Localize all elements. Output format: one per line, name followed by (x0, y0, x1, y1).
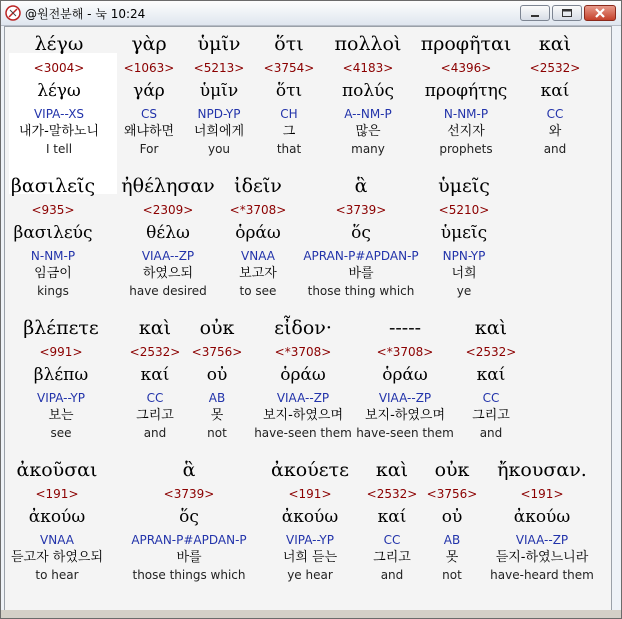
word-strong: <3756> (191, 345, 243, 359)
word-strong: <*3708> (274, 345, 332, 359)
interlinear-pane[interactable] (4, 26, 612, 611)
word-lemma: ἀκούω (513, 507, 571, 527)
word-strong: <3739> (163, 487, 215, 501)
word-lemma: ὁράω (382, 365, 428, 385)
word-strong: <191> (520, 487, 564, 501)
maximize-icon (553, 6, 581, 20)
word-english: I tell (45, 142, 73, 156)
word-english: and (143, 426, 167, 440)
word-korean: 와 (548, 124, 562, 139)
word-korean: 그리고 (136, 408, 174, 423)
word-english: and (479, 426, 503, 440)
word-strong: <191> (35, 487, 79, 501)
word-english: see (50, 426, 72, 440)
word-english: prophets (439, 142, 493, 156)
word-strong: <1063> (123, 61, 175, 75)
minimize-button[interactable] (520, 5, 550, 21)
word-greek: βασιλεῖς (10, 175, 96, 197)
word-greek: καὶ (474, 317, 508, 339)
word-greek: ἠθέλησαν (121, 175, 215, 197)
word-parse: CC (546, 107, 564, 121)
word-korean: 임금이 (34, 266, 72, 281)
word-greek: ὅτι (274, 33, 304, 55)
word-parse: VIAA--ZP (141, 249, 195, 263)
word-english: to see (239, 284, 277, 298)
app-icon (5, 5, 21, 21)
word-parse: N-NM-P (443, 107, 489, 121)
word-korean: 보지-하였으며 (262, 408, 344, 423)
word-lemma: ὅτι (275, 81, 303, 101)
word-lemma: ἀκούω (28, 507, 86, 527)
word-parse: VIAA--ZP (276, 391, 330, 405)
word-column[interactable] (426, 313, 556, 441)
word-strong: <*3708> (376, 345, 434, 359)
word-english: those things which (132, 568, 246, 582)
word-strong: <2309> (142, 203, 194, 217)
status-bar (1, 610, 621, 618)
word-korean: 못 (210, 408, 224, 423)
minimize-icon (521, 6, 549, 20)
word-greek: πολλοὶ (334, 33, 402, 55)
word-korean: 그리고 (373, 550, 411, 565)
word-parse: VIPA--YP (286, 533, 334, 547)
word-parse: N-NM-P (30, 249, 76, 263)
word-lemma: ὁράω (235, 223, 281, 243)
word-english: have desired (129, 284, 207, 298)
word-strong: <5210> (438, 203, 490, 217)
word-korean: 너희 (451, 266, 477, 281)
word-korean: 바를 (176, 550, 202, 565)
word-english: not (442, 568, 462, 582)
word-parse: VIPA--XS (33, 107, 85, 121)
word-korean: 선지자 (447, 124, 485, 139)
word-greek: ἀκούετε (271, 459, 349, 481)
word-english: many (351, 142, 385, 156)
word-strong: <4396> (440, 61, 492, 75)
word-lemma: βασιλεύς (13, 223, 93, 243)
word-greek: ἃ (182, 459, 196, 481)
word-greek: ----- (388, 317, 422, 339)
word-lemma: προφήτης (424, 81, 508, 101)
close-icon (585, 6, 615, 20)
word-english: to hear (35, 568, 79, 582)
word-lemma: ὅς (351, 223, 371, 243)
word-column[interactable] (490, 29, 612, 157)
close-button[interactable] (584, 5, 616, 21)
word-korean: 보지-하였으며 (364, 408, 446, 423)
word-parse: VIPA--YP (37, 391, 85, 405)
word-parse: A--NM-P (344, 107, 392, 121)
word-greek: ἃ (354, 175, 368, 197)
word-korean: 듣지-하였느니라 (495, 550, 589, 565)
word-korean: 바를 (348, 266, 374, 281)
word-column[interactable] (4, 455, 122, 583)
word-parse: CC (383, 533, 401, 547)
maximize-button[interactable] (552, 5, 582, 21)
word-english: not (207, 426, 227, 440)
word-column[interactable] (399, 171, 529, 299)
word-greek: εἶδον· (274, 317, 332, 339)
word-strong: <2532> (366, 487, 418, 501)
word-greek: γὰρ (131, 33, 167, 55)
word-lemma: ὑμῖν (199, 81, 239, 101)
word-strong: <991> (39, 345, 83, 359)
word-greek: καὶ (375, 459, 409, 481)
word-english: ye hear (287, 568, 333, 582)
word-english: that (276, 142, 302, 156)
word-korean: 하였으되 (142, 266, 194, 281)
word-korean: 너희 듣는 (282, 550, 338, 565)
word-english: have-heard them (490, 568, 594, 582)
word-greek: βλέπετε (23, 317, 99, 339)
word-strong: <2532> (529, 61, 581, 75)
word-english: ye (456, 284, 472, 298)
word-parse: APRAN-P#APDAN-P (131, 533, 247, 547)
word-lemma: πολύς (341, 81, 395, 101)
word-greek: ἤκουσαν. (497, 459, 587, 481)
word-english: those thing which (307, 284, 415, 298)
word-strong: <3739> (335, 203, 387, 217)
word-greek: οὐκ (199, 317, 235, 339)
word-korean: 그 (282, 124, 296, 139)
word-lemma: καί (140, 365, 170, 385)
word-lemma: ὅς (179, 507, 199, 527)
word-english: kings (37, 284, 69, 298)
word-lemma: καί (377, 507, 407, 527)
word-parse: NPN-YP (442, 249, 486, 263)
word-greek: προφῆται (420, 33, 512, 55)
word-strong: <2532> (129, 345, 181, 359)
word-korean: 왜냐하면 (123, 124, 175, 139)
word-strong: <3756> (426, 487, 478, 501)
word-strong: <3004> (33, 61, 85, 75)
word-parse: VIAA--ZP (378, 391, 432, 405)
word-lemma: βλέπω (33, 365, 89, 385)
word-strong: <3754> (263, 61, 315, 75)
word-parse: CC (482, 391, 500, 405)
word-greek: λέγω (34, 33, 84, 55)
word-korean: 못 (445, 550, 459, 565)
word-korean: 너희에게 (193, 124, 245, 139)
word-lemma: οὐ (441, 507, 463, 527)
word-lemma: γάρ (133, 81, 165, 101)
word-korean: 보는 (48, 408, 74, 423)
word-korean: 그리고 (472, 408, 510, 423)
word-parse: VIAA--ZP (515, 533, 569, 547)
word-lemma: λέγω (37, 81, 81, 101)
word-english: and (543, 142, 567, 156)
word-lemma: ἀκούω (281, 507, 339, 527)
word-greek: ἀκοῦσαι (16, 459, 98, 481)
word-column[interactable] (124, 455, 254, 583)
word-parse: AB (443, 533, 461, 547)
word-strong: <4183> (342, 61, 394, 75)
word-english: have-seen them (254, 426, 352, 440)
word-lemma: καί (540, 81, 570, 101)
word-lemma: οὐ (206, 365, 228, 385)
word-strong: <935> (31, 203, 75, 217)
word-parse: CH (280, 107, 298, 121)
word-parse: VNAA (241, 249, 275, 263)
window-title: @원전분해 - 눅 10:24 (25, 7, 146, 21)
word-korean: 듣고자 하였으되 (10, 550, 104, 565)
title-bar[interactable] (1, 1, 621, 26)
word-lemma: καί (476, 365, 506, 385)
word-strong: <5213> (193, 61, 245, 75)
word-parse: VNAA (40, 533, 74, 547)
word-strong: <*3708> (229, 203, 287, 217)
word-strong: <2532> (465, 345, 517, 359)
word-parse: APRAN-P#APDAN-P (303, 249, 419, 263)
word-lemma: ὑμεῖς (440, 223, 488, 243)
word-korean: 많은 (355, 124, 381, 139)
word-korean: 보고자 (239, 266, 277, 281)
word-lemma: θέλω (146, 223, 190, 243)
word-lemma: ὁράω (280, 365, 326, 385)
word-english: have-seen them (356, 426, 454, 440)
word-english: you (207, 142, 231, 156)
word-column[interactable] (477, 455, 607, 583)
word-english: and (380, 568, 404, 582)
word-greek: καὶ (538, 33, 572, 55)
word-parse: AB (208, 391, 226, 405)
word-greek: ὑμεῖς (438, 175, 490, 197)
word-strong: <191> (288, 487, 332, 501)
word-parse: CC (146, 391, 164, 405)
word-greek: ἰδεῖν (234, 175, 282, 197)
word-column[interactable] (4, 171, 118, 299)
word-greek: ὑμῖν (197, 33, 241, 55)
word-english: For (139, 142, 159, 156)
word-greek: καὶ (138, 317, 172, 339)
word-greek: οὐκ (434, 459, 470, 481)
word-korean: 내가-말하노니 (18, 124, 100, 139)
word-parse: CS (141, 107, 157, 121)
word-parse: NPD-YP (197, 107, 241, 121)
